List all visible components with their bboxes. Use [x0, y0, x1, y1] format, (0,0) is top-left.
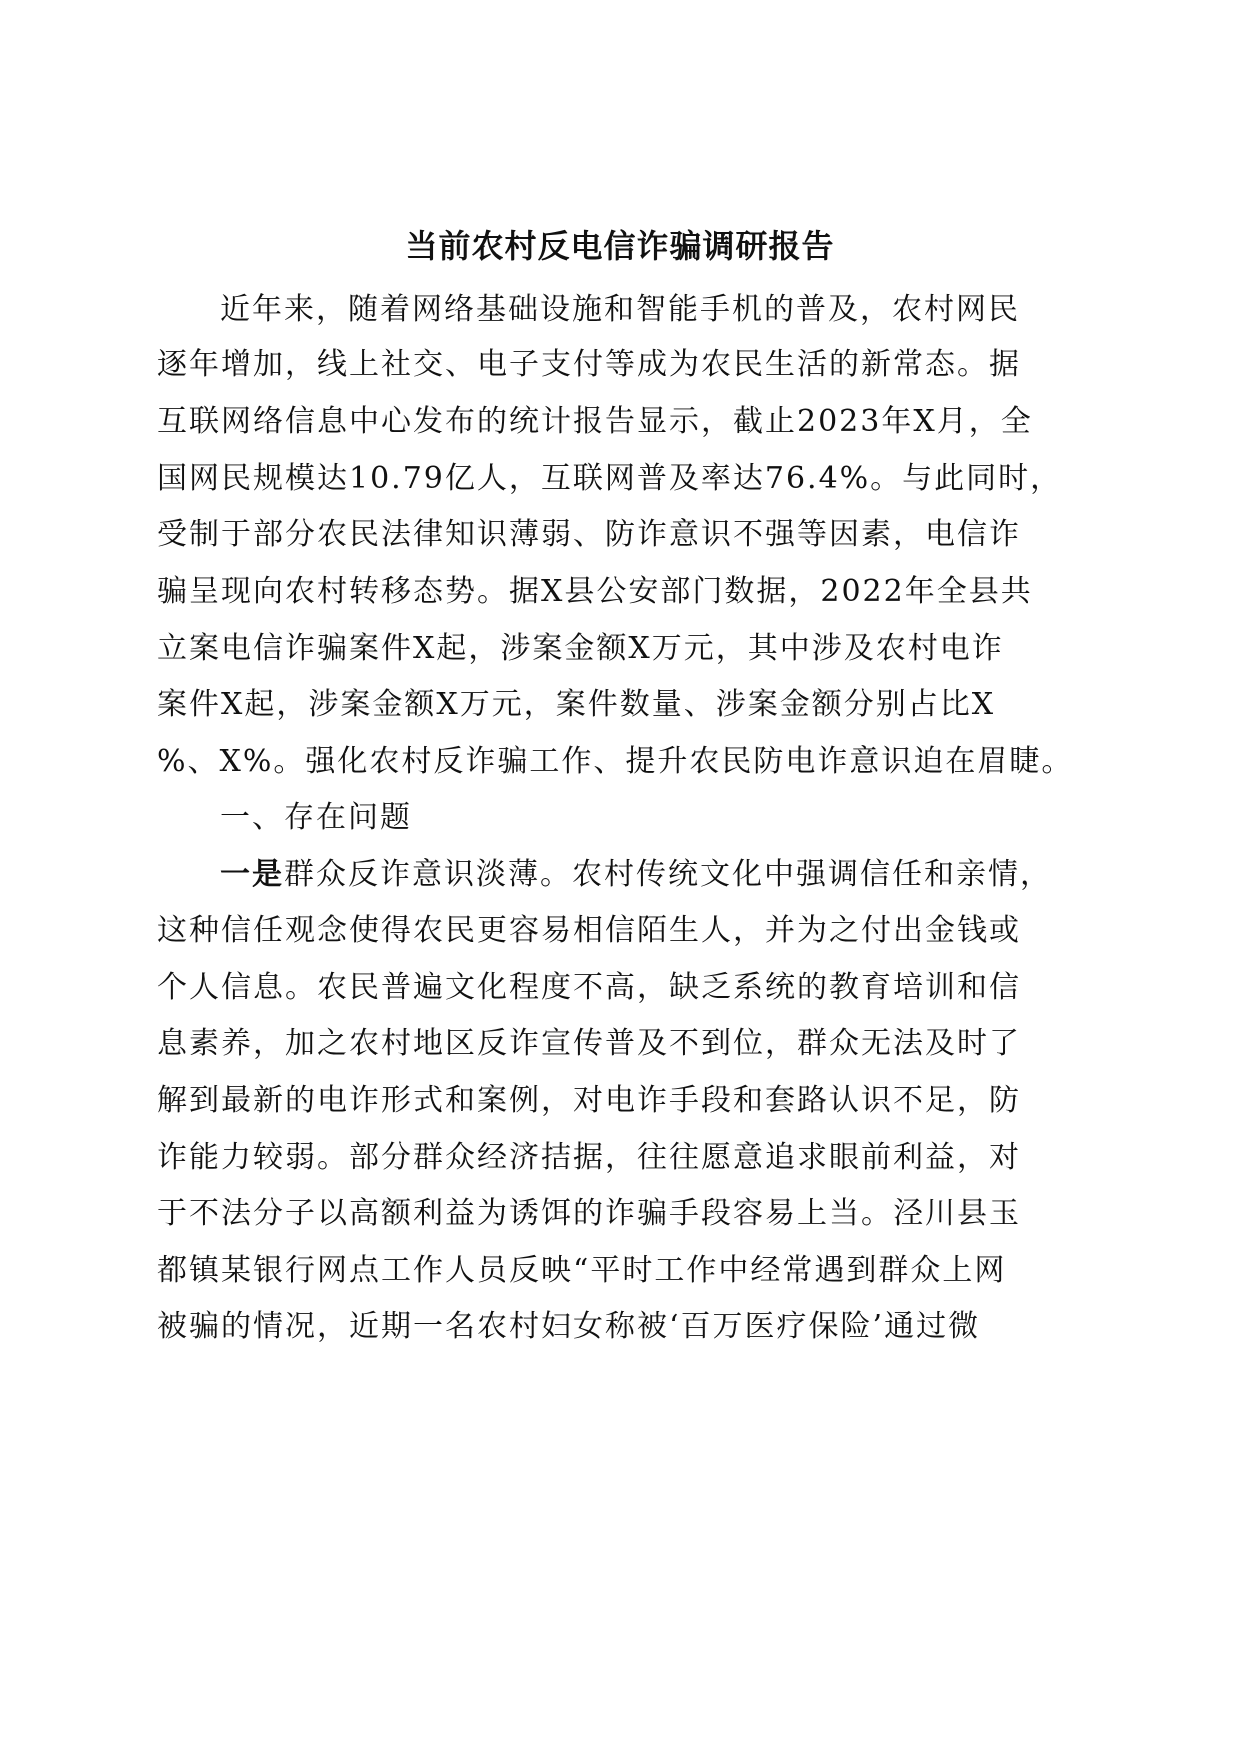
- intro-line: 国网民规模达10.79亿人，互联网普及率达76.4%。与此同时，: [157, 461, 1063, 496]
- intro-line: 受制于部分农民法律知识薄弱、防诈意识不强等因素，电信诈: [157, 517, 1021, 552]
- intro-line: 立案电信诈骗案件X起，涉案金额X万元，其中涉及农村电诈: [157, 631, 1004, 666]
- intro-line: 案件X起，涉案金额X万元，案件数量、涉案金额分别占比X: [157, 687, 996, 722]
- intro-line: 互联网络信息中心发布的统计报告显示，截止2023年X月，全: [157, 404, 1033, 439]
- section-heading: 一、存在问题: [220, 800, 412, 835]
- intro-line: 骗呈现向农村转移态势。据X县公安部门数据，2022年全县共: [157, 574, 1033, 609]
- intro-line: 逐年增加，线上社交、电子支付等成为农民生活的新常态。据: [157, 347, 1021, 382]
- point-line: 这种信任观念使得农民更容易相信陌生人，并为之付出金钱或: [157, 913, 1021, 948]
- intro-line: %、X%。强化农村反诈骗工作、提升农民防电诈意识迫在眉睫。: [157, 744, 1074, 779]
- intro-line: 近年来，随着网络基础设施和智能手机的普及，农村网民: [220, 292, 1020, 327]
- point-line: 息素养，加之农村地区反诈宣传普及不到位，群众无法及时了: [157, 1026, 1021, 1061]
- point-line: 被骗的情况，近期一名农村妇女称被‘百万医疗保险’通过微: [157, 1309, 981, 1344]
- point-lead: 一是: [220, 857, 284, 892]
- point-line: 解到最新的电诈形式和案例，对电诈手段和套路认识不足，防: [157, 1083, 1021, 1118]
- document-title: 当前农村反电信诈骗调研报告: [405, 227, 835, 265]
- point-first-line: [220, 855, 1052, 895]
- point-line: 个人信息。农民普遍文化程度不高，缺乏系统的教育培训和信: [157, 970, 1021, 1005]
- point-line: 都镇某银行网点工作人员反映“平时工作中经常遇到群众上网: [157, 1253, 1007, 1288]
- point-line: 诈能力较弱。部分群众经济拮据，往往愿意追求眼前利益，对: [157, 1140, 1021, 1175]
- point-first-rest: 群众反诈意识淡薄。农村传统文化中强调信任和亲情，: [284, 857, 1052, 892]
- point-line: 于不法分子以高额利益为诱饵的诈骗手段容易上当。泾川县玉: [157, 1196, 1021, 1231]
